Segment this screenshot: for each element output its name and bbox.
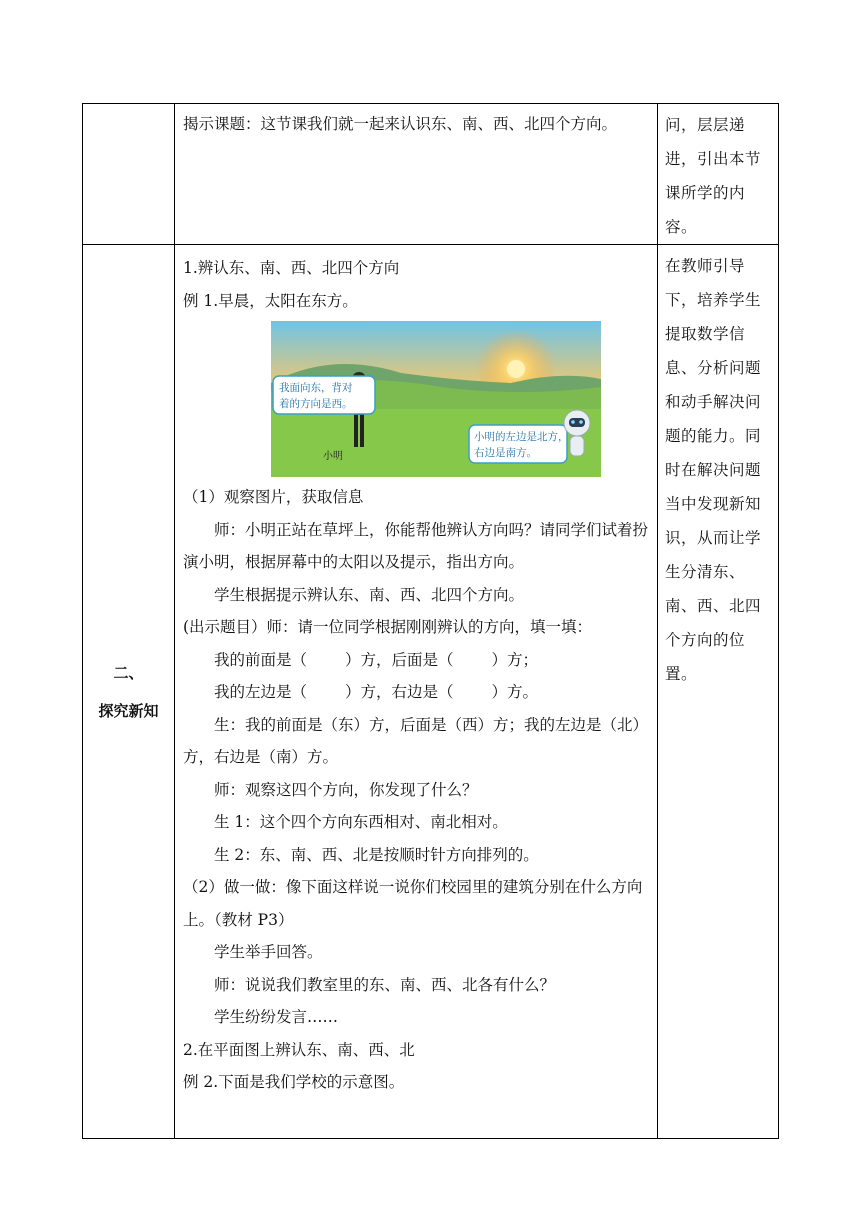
sunrise-scene xyxy=(271,321,601,477)
fill-blank-2: 我的左边是（ ）方，右边是（ ）方。 xyxy=(214,683,539,701)
section-cell xyxy=(83,245,175,1139)
student-line-3: 生 2：东、南、西、北是按顺时针方向排列的。 xyxy=(214,845,539,864)
table-row xyxy=(83,104,779,245)
design-intent-text: 问，层层递进，引出本节课所学的内容。 xyxy=(665,116,762,236)
question-1: （1）观察图片，获取信息 xyxy=(183,488,364,506)
content-cell xyxy=(175,245,658,1139)
bubble-right-line-2: 右边是南方。 xyxy=(474,447,537,459)
heading-1: 1.辨认东、南、西、北四个方向 xyxy=(183,259,400,277)
fill-blank-1: 我的前面是（ ）方，后面是（ ）方； xyxy=(214,650,539,669)
student-line-5: 学生纷纷发言…… xyxy=(214,1008,339,1026)
design-intent-text: 在教师引导下，培养学生提取数学信息、分析问题和动手解决问题的能力。同时在解决问题当中发现新知识，从而让学生分清东、南、西、北四个方向的位置。 xyxy=(665,257,762,683)
name-label: 小明 xyxy=(323,451,343,462)
design-intent-cell xyxy=(658,104,779,245)
teacher-line-1: 师：小明正站在草坪上，你能帮他辨认方向吗？请同学们试着扮演小明，根据屏幕中的太阳以及提示，指出方向。 xyxy=(183,520,649,571)
sun xyxy=(507,360,525,378)
bubble-left-line-2: 着的方向是西。 xyxy=(279,398,353,410)
heading-2: 2.在平面图上辨认东、南、西、北 xyxy=(183,1040,415,1059)
content-cell xyxy=(175,104,658,245)
answer-line: 生：我的前面是（东）方，后面是（西）方；我的左边是（北）方，右边是（南）方。 xyxy=(183,715,649,766)
section-title: 探究新知 xyxy=(98,701,159,720)
design-intent-cell xyxy=(658,245,779,1139)
show-question: (出示题目）师：请一位同学根据刚刚辨认的方向，填一填： xyxy=(183,618,593,636)
example-2: 例 2.下面是我们学校的示意图。 xyxy=(183,1073,405,1091)
example-1: 例 1.早晨，太阳在东方。 xyxy=(183,291,358,310)
lesson-plan-table xyxy=(82,103,779,1139)
teacher-line-2: 师：观察这四个方向，你发现了什么？ xyxy=(214,780,478,799)
bubble-left-line-1: 我面向东，背对 xyxy=(279,382,353,394)
sunrise-illustration xyxy=(271,321,601,477)
teacher-line-3: 师：说说我们教室里的东、南、西、北各有什么？ xyxy=(214,975,556,994)
student-line-4: 学生举手回答。 xyxy=(214,943,323,961)
student-line-2: 生 1：这个四个方向东西相对、南北相对。 xyxy=(214,813,508,831)
reveal-topic-text: 揭示课题：这节课我们就一起来认识东、南、西、北四个方向。 xyxy=(183,115,618,133)
student-line-1: 学生根据提示辨认东、南、西、北四个方向。 xyxy=(214,585,525,604)
table-row xyxy=(83,245,779,1139)
section-number: 二、 xyxy=(113,663,144,682)
question-2: （2）做一做：像下面这样说一说你们校园里的建筑分别在什么方向上。（教材 P3） xyxy=(183,878,643,929)
bubble-right-line-1: 小明的左边是北方， xyxy=(474,431,569,443)
section-cell-empty xyxy=(83,104,175,245)
